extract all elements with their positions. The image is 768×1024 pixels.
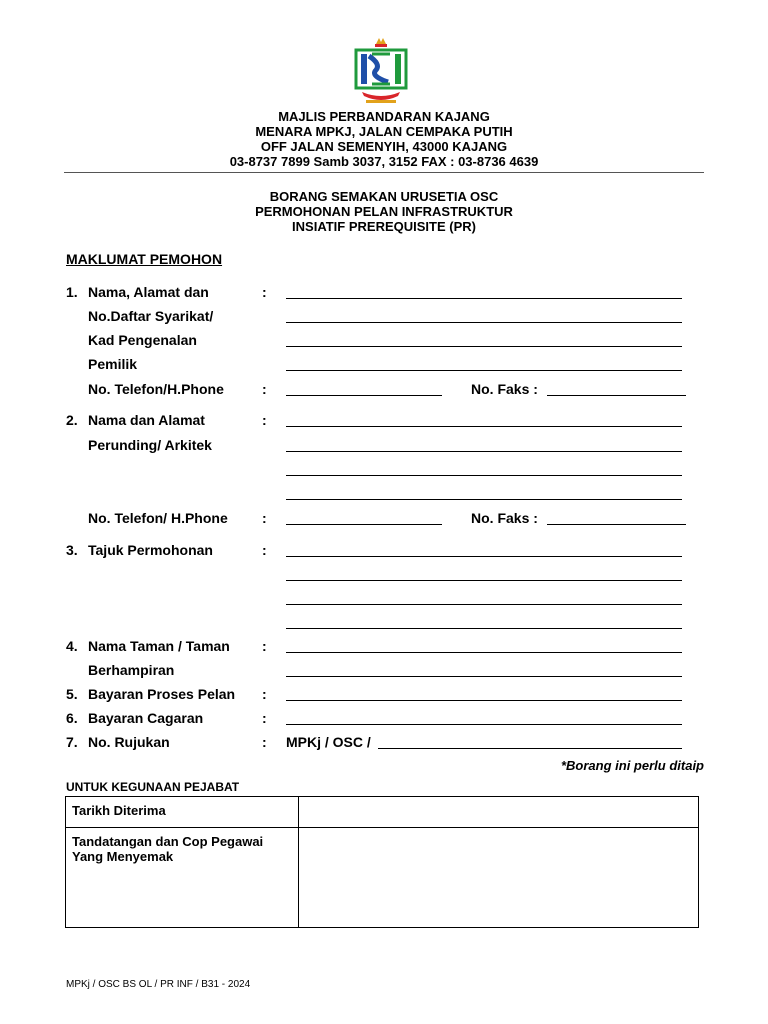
consultant-line-1[interactable] <box>286 426 682 427</box>
title-line-1[interactable] <box>286 556 682 557</box>
item-label: Berhampiran <box>88 662 175 678</box>
colon: : <box>262 381 267 397</box>
item-label: Pemilik <box>88 356 138 372</box>
applicant-name-line-4[interactable] <box>286 370 682 371</box>
form-reference-code: MPKj / OSC BS OL / PR INF / B31 - 2024 <box>66 979 251 990</box>
applicant-name-line-3[interactable] <box>286 346 682 347</box>
item-label: Bayaran Proses Pelan <box>88 686 236 702</box>
colon: : <box>262 542 267 558</box>
consultant-fax-field[interactable] <box>547 524 686 525</box>
colon: : <box>262 638 267 654</box>
colon: : <box>262 284 267 300</box>
consultant-line-2[interactable] <box>286 451 682 452</box>
typing-note: *Borang ini perlu ditaip <box>560 758 704 773</box>
applicant-name-line-1[interactable] <box>286 298 682 299</box>
form-title-3: INSIATIF PREREQUISITE (PR) <box>292 219 476 234</box>
address-line-2: OFF JALAN SEMENYIH, 43000 KAJANG <box>260 139 508 154</box>
reference-number-field[interactable] <box>378 748 682 749</box>
applicant-phone-field[interactable] <box>286 395 442 396</box>
colon: : <box>262 734 267 750</box>
phone-label: No. Telefon/H.Phone <box>88 381 224 397</box>
consultant-line-3[interactable] <box>286 475 682 476</box>
plan-fee-field[interactable] <box>286 700 682 701</box>
phone-label: No. Telefon/ H.Phone <box>88 510 228 526</box>
item-label: No.Daftar Syarikat/ <box>88 308 214 324</box>
form-title-1: BORANG SEMAKAN URUSETIA OSC <box>269 189 499 204</box>
mpkj-logo <box>352 34 410 106</box>
contact-line: 03-8737 7899 Samb 3037, 3152 FAX : 03-8736 4639 <box>229 154 539 169</box>
fax-label: No. Faks : <box>471 381 538 397</box>
date-received-label: Tarikh Diterima <box>66 797 299 828</box>
officer-signature-cell[interactable] <box>299 828 699 928</box>
item-number: 3. <box>66 542 78 558</box>
item-label: Nama Taman / Taman <box>88 638 230 654</box>
office-use-table <box>65 796 699 928</box>
officer-signature-label: Tandatangan dan Cop Pegawai Yang Menyemak <box>66 828 299 928</box>
colon: : <box>262 510 267 526</box>
title-line-2[interactable] <box>286 580 682 581</box>
org-name: MAJLIS PERBANDARAN KAJANG <box>278 109 490 124</box>
colon: : <box>262 686 267 702</box>
section-title: MAKLUMAT PEMOHON <box>66 251 223 267</box>
colon: : <box>262 710 267 726</box>
date-received-cell[interactable] <box>299 797 699 828</box>
garden-name-line-1[interactable] <box>286 652 682 653</box>
address-line-1: MENARA MPKJ, JALAN CEMPAKA PUTIH <box>255 124 513 139</box>
colon: : <box>262 412 267 428</box>
header-divider <box>64 172 704 173</box>
form-title-2: PERMOHONAN PELAN INFRASTRUKTUR <box>255 204 513 219</box>
item-number: 5. <box>66 686 78 702</box>
deposit-fee-field[interactable] <box>286 724 682 725</box>
item-label: Nama, Alamat dan <box>88 284 209 300</box>
item-label: Kad Pengenalan <box>88 332 197 348</box>
item-label: Tajuk Permohonan <box>88 542 213 558</box>
title-line-3[interactable] <box>286 604 682 605</box>
item-label: No. Rujukan <box>88 734 170 750</box>
item-number: 2. <box>66 412 78 428</box>
reference-prefix: MPKj / OSC / <box>286 734 371 750</box>
item-number: 4. <box>66 638 78 654</box>
fax-label: No. Faks : <box>471 510 538 526</box>
item-label: Perunding/ Arkitek <box>88 437 212 453</box>
title-line-4[interactable] <box>286 628 682 629</box>
item-number: 7. <box>66 734 78 750</box>
applicant-name-line-2[interactable] <box>286 322 682 323</box>
applicant-fax-field[interactable] <box>547 395 686 396</box>
garden-name-line-2[interactable] <box>286 676 682 677</box>
office-use-title: UNTUK KEGUNAAN PEJABAT <box>66 780 240 794</box>
item-label: Nama dan Alamat <box>88 412 205 428</box>
item-number: 6. <box>66 710 78 726</box>
consultant-phone-field[interactable] <box>286 524 442 525</box>
consultant-line-4[interactable] <box>286 499 682 500</box>
item-number: 1. <box>66 284 78 300</box>
item-label: Bayaran Cagaran <box>88 710 204 726</box>
